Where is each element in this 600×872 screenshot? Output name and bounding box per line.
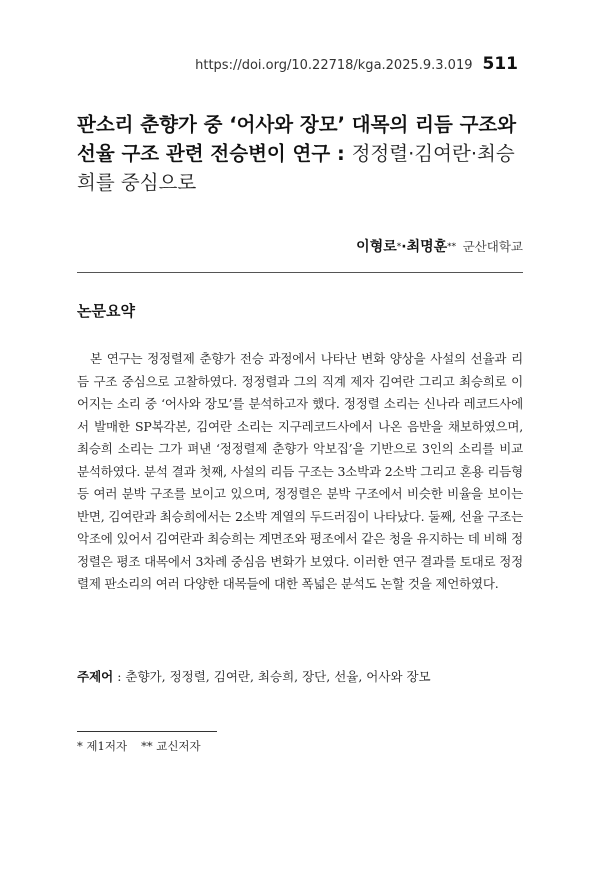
author-1: 이형로 [356,239,397,255]
affiliation: 군산대학교 [462,239,523,254]
footnote-corresponding-author: ** 교신저자 [141,739,201,753]
running-header [195,54,518,74]
keywords-list: 춘향가, 정정렬, 김여란, 최승희, 장단, 선율, 어사와 장모 [125,669,431,684]
footnote-rule [77,731,217,732]
title-subtitle: 정정렬·김여란·최승희를 중심으로 [77,142,515,194]
doi-link[interactable]: https://doi.org/10.22718/kga.2025.9.3.019 [195,58,473,73]
header-rule [77,272,523,273]
author-line [356,236,523,256]
footnotes [77,738,201,754]
keywords-separator: : [113,669,126,684]
author-2-mark: ** [447,242,457,252]
author-divider: · [401,239,407,255]
abstract-body: 본 연구는 정정렬제 춘향가 전승 과정에서 나타난 변화 양상을 사설의 선율과 리듬 구조 중심으로 고찰하였다. 정정렬과 그의 직계 제자 김여란 그리고 최승희로 이어지는 소리 중 ‘어사와 장모’를 분석하고자 했다. 정정렬 소리는 신나라 레코드사에서 발매한 SP복각본, 김여란 소리는 지구레코드사에서 나온 음반을 채보하였으며, 최승희 소리는 그가 펴낸 ‘정정렬제 춘향가 악보집’을 기반으로 3인의 소리를 비교 분석하였다. 분석 결과 첫째, 사설의 리듬 구조는 3소박과 2소박 그리고 혼용 리듬형 등 여러 분박 구조를 보이고 있으며, 정정렬은 분박 구조에서 비슷한 비율을 보이는 반면, 김여란과 최승희에서는 2소박 계열의 두드러짐이 나타났다. 둘째, 선율 구조는 악조에 있어서 김여란과 최승희는 계면조와 평조에서 같은 청을 유지하는 데 비해 정정렬은 평조 대목에서 3차례 중심음 변화가 보였다. 이러한 연구 결과를 토대로 정정렬제 판소리의 여러 다양한 대목들에 대한 폭넓은 분석도 논할 것을 제언하였다. [77,351,523,591]
footnote-first-author: * 제1저자 [77,739,128,753]
title-main: 판소리 춘향가 중 ‘어사와 장모’ 대목의 리듬 구조와 선율 구조 관련 전승변이 연구 [77,113,517,165]
paper-title [77,110,527,197]
abstract-heading: 논문요약 [77,302,135,320]
author-1-mark: * [396,242,402,252]
page-number: 511 [482,54,518,74]
keywords-line [77,667,523,685]
title-separator: : [330,142,352,165]
author-2: 최명훈 [406,239,448,255]
keywords-label: 주제어 [77,669,114,684]
